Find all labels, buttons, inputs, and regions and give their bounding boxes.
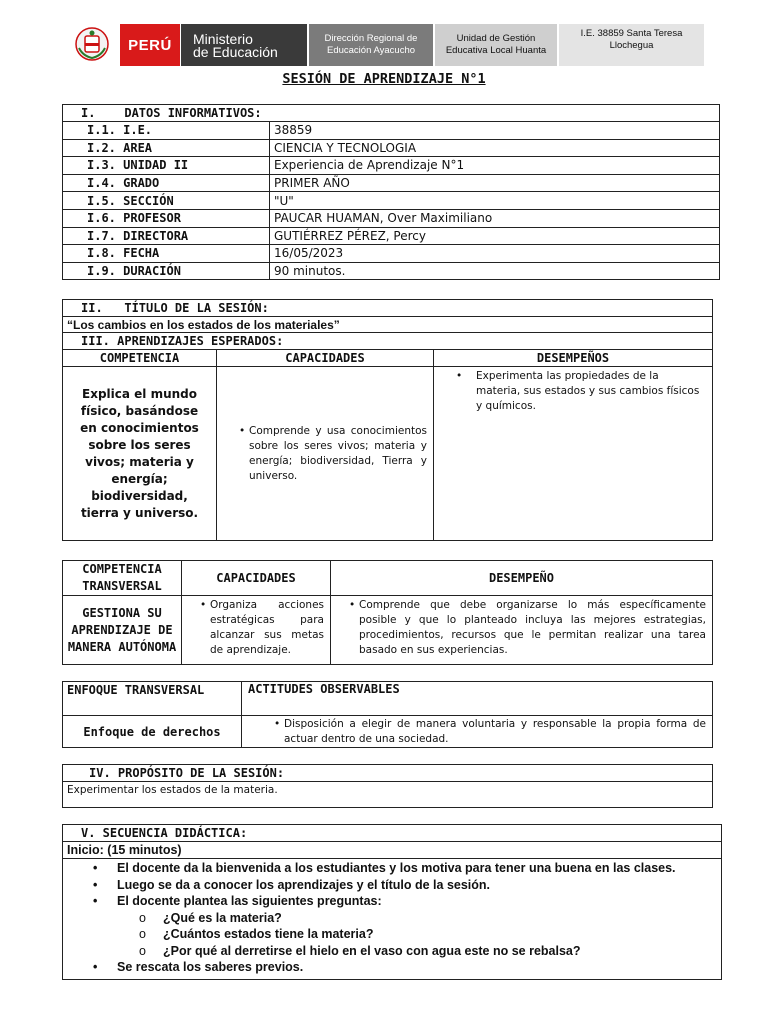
bullet-icon: • [93,894,98,908]
ministry-badge [181,24,307,66]
secuencia-item [67,860,717,877]
secuencia-item [67,959,717,976]
secuencia-question [67,943,717,960]
datos-row [63,139,720,157]
datos-row-label: I.5. SECCIÓN [63,192,270,210]
datos-row-label: I.7. DIRECTORA [63,227,270,245]
datos-row [63,245,720,263]
bullet-icon: • [93,960,98,974]
secuencia-item-text: Se rescata los saberes previos. [117,960,304,974]
enfoque-table [62,681,713,748]
secuencia-item [67,877,717,894]
datos-row-value: CIENCIA Y TECNOLOGIA [270,139,720,157]
proposito-value: Experimentar los estados de la materia. [63,782,713,808]
secuencia-question-text: ¿Qué es la materia? [163,910,282,925]
datos-row-label: I.1. I.E. [63,122,270,140]
ministry-line-1: Ministerio [193,31,253,47]
titulo-value: “Los cambios en los estados de los materiales” [63,317,713,333]
bullet-icon: • [93,877,98,892]
datos-row [63,262,720,280]
enfoque-text: Enfoque de derechos [63,716,242,748]
doc-title: SESIÓN DE APRENDIZAJE N°1 [282,71,486,87]
datos-row-value: GUTIÉRREZ PÉREZ, Percy [270,227,720,245]
transversal-table [62,560,713,665]
capacidad-cell [217,367,434,541]
datos-row [63,122,720,140]
secuencia-question [67,910,717,927]
datos-row-label: I.3. UNIDAD II [63,157,270,175]
bullet-icon: • [93,861,98,875]
datos-informativos-table [62,104,720,280]
desempeno-transversal-cell [331,596,713,665]
header [62,24,704,66]
col-enfoque-transversal: ENFOQUE TRANSVERSAL [63,682,242,716]
secuencia-item [67,893,717,910]
peru-badge [120,24,180,66]
datos-row [63,227,720,245]
titulo-aprendizajes-table [62,299,713,541]
col-competencia-transversal: COMPETENCIA TRANSVERSAL [63,561,182,596]
datos-row-value: PRIMER AÑO [270,174,720,192]
competencia-transversal-text: GESTIONA SU APRENDIZAJE DE MANERA AUTÓNOMA [63,596,182,665]
secuencia-question-text: ¿Por qué al derretirse el hielo en el vaso con agua este no se rebalsa? [163,943,581,958]
datos-row-label: I.4. GRADO [63,174,270,192]
col-desempeno-transversal: DESEMPEÑO [331,561,713,596]
datos-row-label: I.2. AREA [63,139,270,157]
circle-bullet-icon: o [139,943,146,958]
inicio-label: Inicio: (15 minutos) [63,842,722,859]
circle-bullet-icon: o [139,910,146,925]
desempeno-cell [434,367,713,541]
aprendizajes-heading: III. APRENDIZAJES ESPERADOS: [63,333,713,350]
col-desempenos: DESEMPEÑOS [434,350,713,367]
country-label: PERÚ [128,36,172,54]
header-box-ie: I.E. 38859 Santa Teresa Llochegua [559,24,704,66]
circle-bullet-icon: o [139,927,146,941]
datos-heading: I. DATOS INFORMATIVOS: [63,105,720,122]
col-competencia: COMPETENCIA [63,350,217,367]
titulo-heading: II. TÍTULO DE LA SESIÓN: [63,300,713,317]
desempeno-transversal-text: • Comprende que debe organizarse lo más específicamente posible y que lo planteado incluya las mejores estrategias, procedimientos, recursos que le permitan realizar una tarea basado en sus experiencias. [359,598,706,658]
datos-row-label: I.8. FECHA [63,245,270,263]
datos-row [63,192,720,210]
datos-row [63,209,720,227]
datos-row-value: "U" [270,192,720,210]
col-actitudes: ACTITUDES OBSERVABLES [242,682,713,716]
secuencia-question-text: ¿Cuántos estados tiene la materia? [163,927,374,941]
secuencia-item-text: Luego se da a conocer los aprendizajes y el título de la sesión. [117,877,491,892]
competencia-text: Explica el mundo físico, basándose en conocimientos sobre los seres vivos; materia y energía; biodiversidad, tierra y universo. [80,386,199,520]
datos-row-value: PAUCAR HUAMAN, Over Maximiliano [270,209,720,227]
coat-of-arms-icon [74,26,110,62]
ministry-line-2: de Educación [193,44,278,60]
competencia-cell [63,367,217,541]
secuencia-body [63,859,722,980]
secuencia-item-text: El docente plantea las siguientes preguntas: [117,894,382,908]
capacidad-transversal-text: • Organiza acciones estratégicas para alcanzar sus metas de aprendizaje. [210,598,324,658]
datos-row-value: 16/05/2023 [270,245,720,263]
datos-row-value: 38859 [270,122,720,140]
datos-row [63,157,720,175]
datos-row-label: I.9. DURACIÓN [63,262,270,280]
actitud-cell [242,716,713,748]
header-box-direccion: Dirección Regional de Educación Ayacucho [309,24,433,66]
datos-row-value: Experiencia de Aprendizaje N°1 [270,157,720,175]
datos-row-label: I.6. PROFESOR [63,209,270,227]
header-box-ugel: Unidad de Gestión Educativa Local Huanta [435,24,557,66]
col-capacidades-transversal: CAPACIDADES [182,561,331,596]
col-capacidades: CAPACIDADES [217,350,434,367]
secuencia-item-text: El docente da la bienvenida a los estudiantes y los motiva para tener una buena en las clases. [117,861,676,875]
actitud-text: • Disposición a elegir de manera voluntaria y responsable la propia forma de actuar dentro de una sociedad. [284,717,706,747]
proposito-table [62,764,713,808]
secuencia-heading: V. SECUENCIA DIDÁCTICA: [63,825,722,842]
capacidad-text: • Comprende y usa conocimientos sobre los seres vivos; materia y energía; biodiversidad, Tierra y universo. [249,424,427,484]
secuencia-question [67,926,717,943]
proposito-heading: IV. PROPÓSITO DE LA SESIÓN: [63,765,713,782]
datos-row [63,174,720,192]
desempeno-text: • Experimenta las propiedades de la materia, sus estados y sus cambios físicos y químicos. [466,369,706,414]
capacidad-transversal-cell [182,596,331,665]
secuencia-table [62,824,722,980]
datos-row-value: 90 minutos. [270,262,720,280]
